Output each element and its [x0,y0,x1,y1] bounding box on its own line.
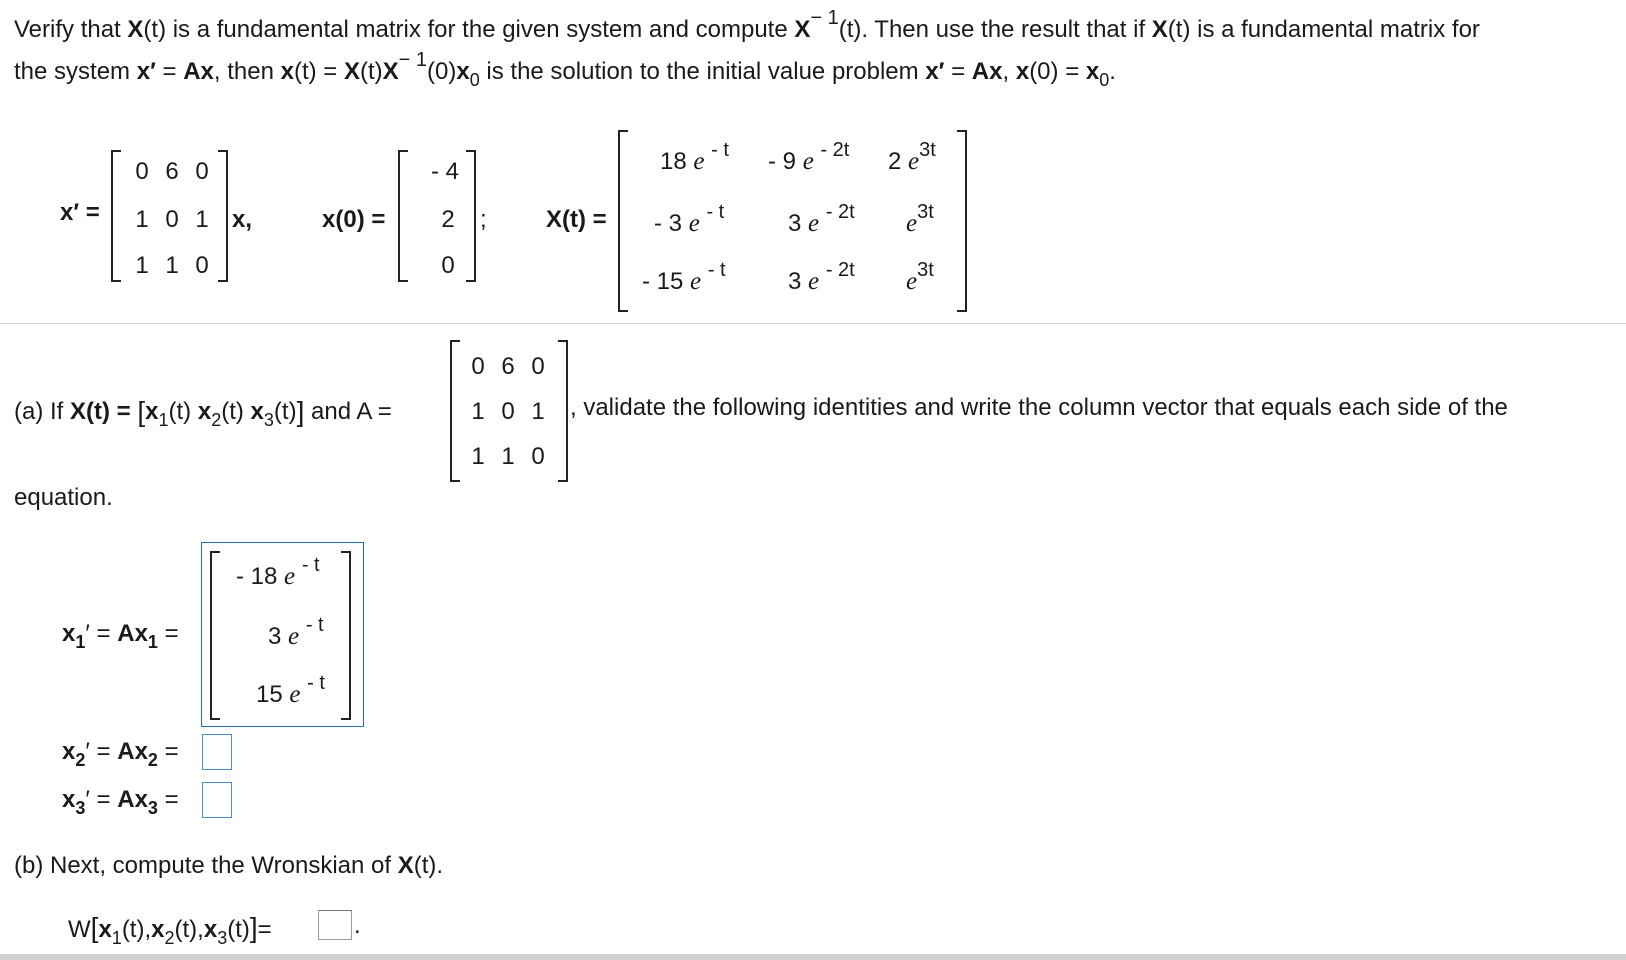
matrix-cell: 1 [471,398,485,425]
lhs-text: ′ = [85,738,118,765]
matrix-cell: 1 [135,206,149,233]
intro-sub: 0 [1099,70,1110,90]
matrix-entry [654,201,725,238]
matrix-cell: 1 [501,443,515,470]
exp-base: e [693,148,705,175]
coef: 3 [788,210,802,237]
part-a-text: X(t) = [70,398,131,425]
col-name: x [203,916,218,943]
lhs-text: Ax [117,786,148,813]
col-index: 2 [164,928,175,948]
xprime-label: x′ = [60,199,100,226]
eq1-lhs [62,620,179,652]
matrix-entry [906,259,934,296]
intro-text: Ax [183,58,214,85]
matrix-cell: 6 [165,158,179,185]
matrix-entry [906,201,934,238]
lhs-text: = [157,620,179,647]
wronskian-answer-input[interactable] [318,910,352,940]
intro-text: X [127,16,144,43]
matrix-entry [642,259,726,296]
col-arg: (t) [227,916,250,943]
answer-entry [256,672,325,709]
intro-line-2 [14,49,1116,90]
matrix-cell: 1 [195,206,209,233]
part-b-text: (b) Next, compute the Wronskian of [14,852,398,879]
lhs-text: = [157,738,179,765]
eq1-answer-box[interactable] [201,542,364,727]
matrix-cell: 0 [195,252,209,279]
right-bracket [558,340,568,482]
right-bracket [957,130,967,312]
vector-cell: - 4 [430,158,459,185]
exponent: - t [707,259,726,281]
right-bracket: ] [249,912,258,943]
matrix-entry [888,139,936,176]
lhs-sub: 3 [75,798,86,818]
lhs-text: x [62,786,76,813]
exp-base: e [906,268,918,295]
coef: - 3 [654,210,683,237]
exp-base: e [288,623,300,650]
exponent: - 2t [825,201,855,223]
intro-text: Ax [971,58,1003,85]
matrix-cell: 1 [165,252,179,279]
exp-base: e [690,268,702,295]
col-arg: (t) [273,398,297,425]
Xt-label: X(t) = [546,206,607,233]
col-name: x [250,398,264,425]
col-name: x [145,398,159,425]
matrix-entry [788,259,855,296]
lhs-sub: 1 [75,632,86,652]
exp-base: e [808,210,820,237]
intro-text: , [1002,58,1016,85]
matrix-cell: 6 [501,353,515,380]
intro-text: (t) is a fundamental matrix for [1167,16,1480,43]
intro-text: x [456,58,470,85]
part-a-text: and A = [311,398,392,425]
left-bracket [618,130,628,312]
left-bracket [398,150,408,282]
matrix-cell: 1 [531,398,545,425]
wronskian-expression [68,912,272,948]
intro-text: , then [213,58,281,85]
intro-text: X [1151,16,1168,43]
intro-text: (t) = [293,58,344,85]
x0-suffix: ; [480,206,487,233]
intro-text: Verify that [14,16,128,43]
lhs-text: x [62,620,76,647]
exp-base: e [289,681,301,708]
vector-cell: 0 [441,252,455,279]
intro-text: X [382,58,399,85]
matrix-entry [768,139,850,176]
exponent: - t [711,139,729,161]
intro-text: is the solution to the initial value problem [479,58,926,85]
lhs-text: Ax [117,738,148,765]
col-index: 2 [211,410,222,430]
left-bracket: [ [137,396,146,427]
intro-text: (0) = [1029,58,1086,85]
coef: 3 [788,268,802,295]
col-index: 3 [263,410,274,430]
intro-text: x [1085,58,1100,85]
intro-text: (t) is a fundamental matrix for the given system and compute [143,16,795,43]
exponent: - t [301,554,320,576]
right-bracket [341,551,351,720]
answer-entry [268,614,324,651]
exponent: 3t [917,201,934,223]
intro-text: x [1015,58,1030,85]
matrix-entry [788,201,855,238]
part-a-statement [14,394,392,430]
col-name: x [151,916,165,943]
lhs-text: = [157,786,179,813]
intro-text: X [343,58,360,85]
coef: 15 [256,681,283,708]
part-b-text: X [397,852,414,879]
col-arg: (t) [221,398,244,425]
exponent: 3t [917,259,934,281]
matrix-cell: 0 [471,353,485,380]
col-index: 1 [111,928,122,948]
exponent: - 2t [820,139,850,161]
exponent: 3t [919,139,936,161]
x-suffix: x, [232,206,253,233]
col-arg: (t) [168,398,192,425]
exponent: - 2t [825,259,855,281]
intro-text: (0) [427,58,457,85]
exp-base: e [906,210,918,237]
matrix-cell: 0 [165,206,179,233]
intro-text: = [944,58,972,85]
lhs-sub: 2 [147,750,158,770]
matrix-cell: 0 [531,443,545,470]
wronskian-period: . [354,912,361,939]
intro-sup: − 1 [398,49,428,71]
eq2-answer-input[interactable] [202,734,232,770]
exponent: - t [305,614,324,636]
intro-text: x′ [136,58,156,85]
exp-base: e [908,148,920,175]
part-b-text: (t). [413,852,444,879]
intro-text: = [155,58,184,85]
exp-base: e [284,563,296,590]
exponent: - t [307,672,325,694]
coef: 2 [888,148,902,175]
eq3-answer-input[interactable] [202,782,232,818]
lhs-sub: 2 [75,750,86,770]
intro-text: . [1109,58,1116,85]
col-name: x [98,916,112,943]
col-arg: (t), [121,916,152,943]
intro-sup: − 1 [810,7,839,29]
part-b-statement [14,852,443,880]
matrix-cell: 0 [501,398,515,425]
eq2-lhs [62,738,179,770]
section-divider [0,323,1626,324]
matrix-cell: 1 [471,443,485,470]
intro-text: x [280,58,294,85]
col-arg: (t), [174,916,204,943]
matrix-cell: 1 [135,252,149,279]
coef: - 18 [236,563,278,590]
left-bracket [111,150,121,282]
right-bracket: ] [296,396,305,427]
answer-entry [236,554,320,591]
lhs-sub: 3 [147,798,158,818]
intro-text: x′ [925,58,945,85]
part-a-suffix: , validate the following identities and write the column vector that equals each side of the [570,394,1508,421]
eq3-lhs [62,786,179,818]
matrix-cell: 0 [531,353,545,380]
col-index: 3 [217,928,228,948]
intro-text: the system [14,58,137,85]
lhs-sub: 1 [147,632,158,652]
coef: 3 [268,623,282,650]
matrix-cell: 0 [195,158,209,185]
wronskian-text: = [257,916,272,943]
matrix-entry [660,139,729,176]
exp-base: e [808,268,820,295]
x0-label-text: x(0) = [322,206,386,233]
part-a-text: (a) If [14,398,71,425]
exponent: - t [706,201,725,223]
bottom-scroll-edge [0,954,1626,960]
coef: 18 [660,148,687,175]
x0-label [322,206,385,234]
intro-text: X [794,16,811,43]
exp-base: e [802,148,814,175]
intro-text: (t) [359,58,383,85]
lhs-text: ′ = [85,786,118,813]
part-a-line-2: equation. [14,484,113,511]
col-index: 1 [158,410,169,430]
matrix-cell: 0 [135,158,149,185]
coef: - 9 [768,148,797,175]
vector-cell: 2 [441,206,455,233]
intro-line-1 [14,7,1480,44]
left-bracket: [ [90,912,99,943]
wronskian-text: W [68,916,91,943]
lhs-text: Ax [117,620,148,647]
lhs-text: ′ = [85,620,118,647]
intro-sub: 0 [469,70,480,90]
left-bracket [210,551,220,720]
intro-text: (t). Then use the result that if [838,16,1152,43]
coef: - 15 [642,268,684,295]
lhs-text: x [62,738,76,765]
col-name: x [197,398,212,425]
exp-base: e [688,210,700,237]
